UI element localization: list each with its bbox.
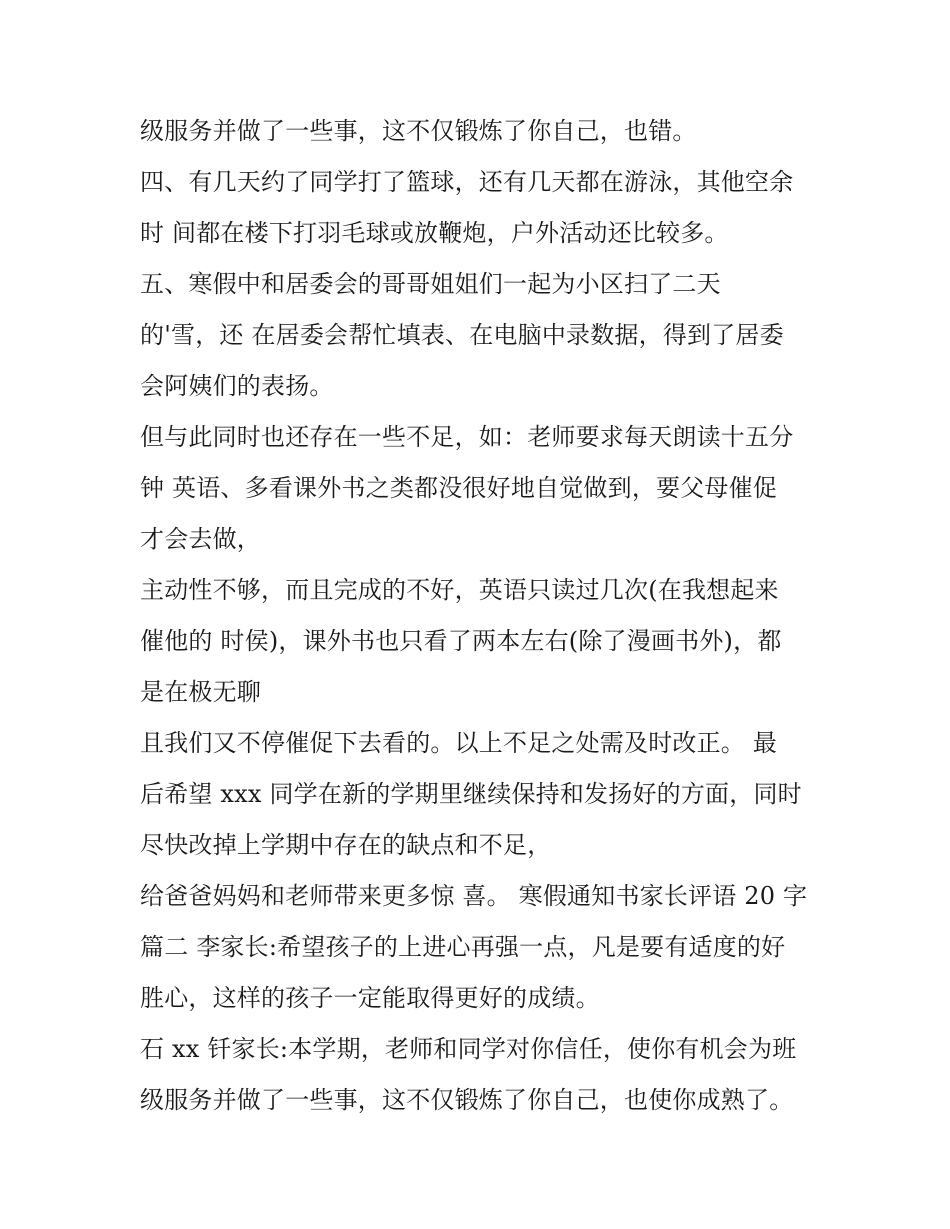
text-line: 的'雪，还 在居委会帮忙填表、在电脑中录数据，得到了居委 bbox=[140, 321, 784, 349]
text-line: 石 xx 钎家长:本学期，老师和同学对你信任，使你有机会为班 bbox=[140, 1035, 797, 1063]
text-line: 但与此同时也还存在一些不足，如：老师要求每天朗读十五分 bbox=[140, 423, 794, 451]
text-line: 钟 英语、多看课外书之类都没很好地自觉做到，要父母催促 bbox=[140, 474, 778, 502]
text-line: 是在极无聊 bbox=[140, 678, 261, 706]
text-line: 给爸爸妈妈和老师带来更多惊 喜。 寒假通知书家长评语 20 字 bbox=[140, 882, 808, 910]
text-line: 尽快改掉上学期中存在的缺点和不足， bbox=[140, 831, 552, 859]
text-line: 主动性不够，而且完成的不好，英语只读过几次(在我想起来 bbox=[140, 576, 779, 604]
text-line: 胜心，这样的孩子一定能取得更好的成绩。 bbox=[140, 984, 600, 1012]
text-line: 才会去做， bbox=[140, 525, 261, 553]
text-line: 四、有几天约了同学打了篮球，还有几天都在游泳，其他空余 bbox=[140, 168, 794, 196]
text-line: 级服务并做了一些事，这不仅锻炼了你自己，也错。 bbox=[140, 117, 697, 145]
document-body bbox=[140, 106, 830, 1126]
text-line: 级服务并做了一些事，这不仅锻炼了你自己，也使你成熟了。 bbox=[140, 1086, 794, 1114]
text-line: 五、寒假中和居委会的哥哥姐姐们一起为小区扫了二天 bbox=[140, 270, 721, 298]
text-line: 且我们又不停催促下去看的。以上不足之处需及时改正。 最 bbox=[140, 729, 778, 757]
text-line: 后希望 xxx 同学在新的学期里继续保持和发扬好的方面，同时 bbox=[140, 780, 802, 808]
text-line: 会阿姨们的表扬。 bbox=[140, 372, 334, 400]
text-line: 篇二 李家长:希望孩子的上进心再强一点，凡是要有适度的好 bbox=[140, 933, 786, 961]
text-line: 催他的 时侯)，课外书也只看了两本左右(除了漫画书外)，都 bbox=[140, 627, 782, 655]
text-line: 时 间都在楼下打羽毛球或放鞭炮，户外活动还比较多。 bbox=[140, 219, 729, 247]
